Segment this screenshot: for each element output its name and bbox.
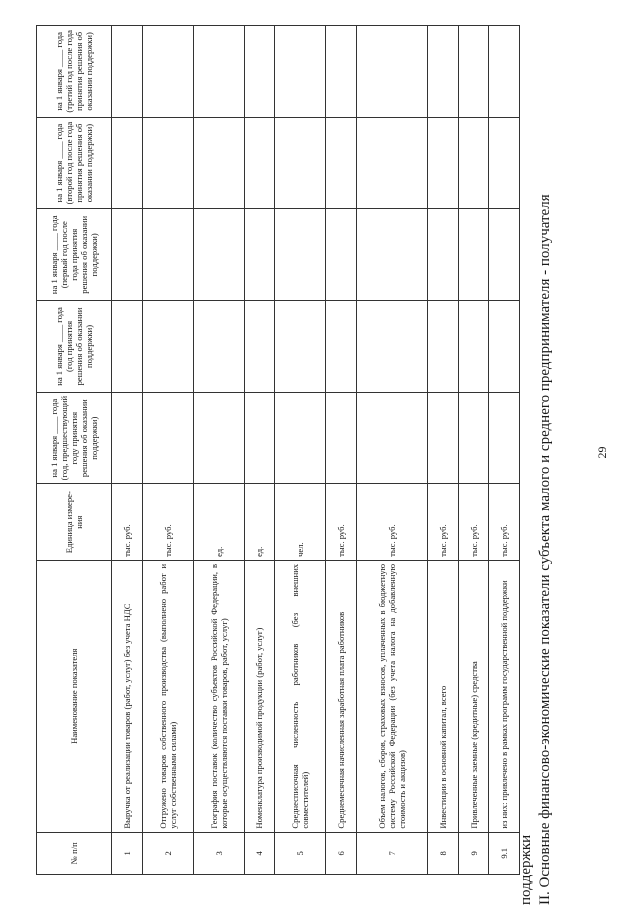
value-cell[interactable] (326, 392, 357, 484)
row-num: 6 (326, 832, 357, 874)
row-num: 1 (112, 832, 143, 874)
row-num: 2 (142, 832, 193, 874)
table-row (458, 26, 489, 875)
value-cell[interactable] (326, 209, 357, 301)
row-unit: тыс. руб. (428, 484, 459, 560)
value-cell[interactable] (244, 117, 275, 209)
value-cell[interactable] (489, 117, 520, 209)
row-num: 4 (244, 832, 275, 874)
table-row (489, 26, 520, 875)
value-cell[interactable] (193, 392, 244, 484)
header-unit: Единица измере-ния (37, 484, 112, 560)
row-num: 9.1 (489, 832, 520, 874)
row-name: Среднемесячная начисленная заработная плата работников (326, 560, 357, 832)
header-row (37, 26, 112, 875)
row-name: Номенклатура производимой продукции (работ, услуг) (244, 560, 275, 832)
table-row (112, 26, 143, 875)
row-num: 9 (458, 832, 489, 874)
value-cell[interactable] (458, 301, 489, 393)
table-row (326, 26, 357, 875)
indicators-table (36, 25, 520, 875)
section-title-continued: поддержки (518, 834, 534, 905)
value-cell[interactable] (244, 209, 275, 301)
header-year-prior: на 1 января ____ года (год, предшествующий году принятия решения об оказании поддержки) (37, 392, 112, 484)
value-cell[interactable] (356, 392, 427, 484)
row-unit: тыс. руб. (326, 484, 357, 560)
row-unit: тыс. руб. (489, 484, 520, 560)
value-cell[interactable] (244, 392, 275, 484)
value-cell[interactable] (489, 209, 520, 301)
header-year-third: на 1 января ____ года (третий год после года принятия решения об оказании поддержки) (37, 26, 112, 118)
row-unit: ед. (193, 484, 244, 560)
row-num: 3 (193, 832, 244, 874)
value-cell[interactable] (458, 117, 489, 209)
row-unit: ед. (244, 484, 275, 560)
row-num: 7 (356, 832, 427, 874)
value-cell[interactable] (428, 26, 459, 118)
value-cell[interactable] (428, 301, 459, 393)
value-cell[interactable] (275, 117, 326, 209)
row-name: Отгружено товаров собственного производства (выполнено работ и услуг собственными силами) (142, 560, 193, 832)
value-cell[interactable] (193, 117, 244, 209)
value-cell[interactable] (458, 209, 489, 301)
header-year-first: на 1 января ____ года (первый год после года принятия решения об оказании поддержки) (37, 209, 112, 301)
row-name: Среднесписочная численность работников (без внешних совместителей) (275, 560, 326, 832)
header-num: № п/п (37, 832, 112, 874)
table-row (193, 26, 244, 875)
row-name: Выручка от реализации товаров (работ, услуг) без учета НДС (112, 560, 143, 832)
value-cell[interactable] (142, 392, 193, 484)
value-cell[interactable] (193, 301, 244, 393)
value-cell[interactable] (326, 117, 357, 209)
header-year-decision: на 1 января ____ года (год принятия решения об оказании поддержки) (37, 301, 112, 393)
value-cell[interactable] (275, 209, 326, 301)
value-cell[interactable] (428, 392, 459, 484)
value-cell[interactable] (428, 209, 459, 301)
value-cell[interactable] (112, 209, 143, 301)
value-cell[interactable] (142, 301, 193, 393)
header-year-second: на 1 января ____ года (второй год после года принятия решения об оказании поддержки) (37, 117, 112, 209)
value-cell[interactable] (458, 392, 489, 484)
value-cell[interactable] (275, 26, 326, 118)
row-name: Объем налогов, сборов, страховых взносов, уплаченных в бюджетную систему Российской Федерации (без учета налога на добавленную стоимость и акцизов) (356, 560, 427, 832)
value-cell[interactable] (356, 301, 427, 393)
value-cell[interactable] (489, 301, 520, 393)
value-cell[interactable] (489, 26, 520, 118)
value-cell[interactable] (458, 26, 489, 118)
value-cell[interactable] (356, 209, 427, 301)
value-cell[interactable] (244, 26, 275, 118)
table-row (275, 26, 326, 875)
section-title: II. Основные финансово-экономические показатели субъекта малого и среднего предпринимателя - получателя (537, 194, 553, 905)
header-name: Наименование показателя (37, 560, 112, 832)
page-number: 29 (595, 446, 609, 459)
row-unit: тыс. руб. (142, 484, 193, 560)
value-cell[interactable] (112, 26, 143, 118)
value-cell[interactable] (428, 117, 459, 209)
table-row (428, 26, 459, 875)
row-name: Привлеченные заемные (кредитные) средства (458, 560, 489, 832)
value-cell[interactable] (326, 301, 357, 393)
row-unit: тыс. руб. (458, 484, 489, 560)
table-row (142, 26, 193, 875)
row-unit: тыс. руб. (356, 484, 427, 560)
row-name: из них: привлечено в рамках программ государственной поддержки (489, 560, 520, 832)
value-cell[interactable] (112, 117, 143, 209)
row-num: 8 (428, 832, 459, 874)
value-cell[interactable] (193, 209, 244, 301)
value-cell[interactable] (356, 26, 427, 118)
value-cell[interactable] (112, 301, 143, 393)
table-row (244, 26, 275, 875)
table-row (356, 26, 427, 875)
value-cell[interactable] (142, 26, 193, 118)
value-cell[interactable] (356, 117, 427, 209)
row-name: Инвестиции в основной капитал, всего (428, 560, 459, 832)
value-cell[interactable] (275, 392, 326, 484)
value-cell[interactable] (142, 117, 193, 209)
value-cell[interactable] (489, 392, 520, 484)
row-name: География поставок (количество субъектов Российской Федерации, в которые осуществляются поставки товаров, работ, услуг) (193, 560, 244, 832)
value-cell[interactable] (142, 209, 193, 301)
row-unit: тыс. руб. (112, 484, 143, 560)
value-cell[interactable] (112, 392, 143, 484)
value-cell[interactable] (326, 26, 357, 118)
row-num: 5 (275, 832, 326, 874)
row-unit: чел. (275, 484, 326, 560)
value-cell[interactable] (193, 26, 244, 118)
value-cell[interactable] (275, 301, 326, 393)
value-cell[interactable] (244, 301, 275, 393)
